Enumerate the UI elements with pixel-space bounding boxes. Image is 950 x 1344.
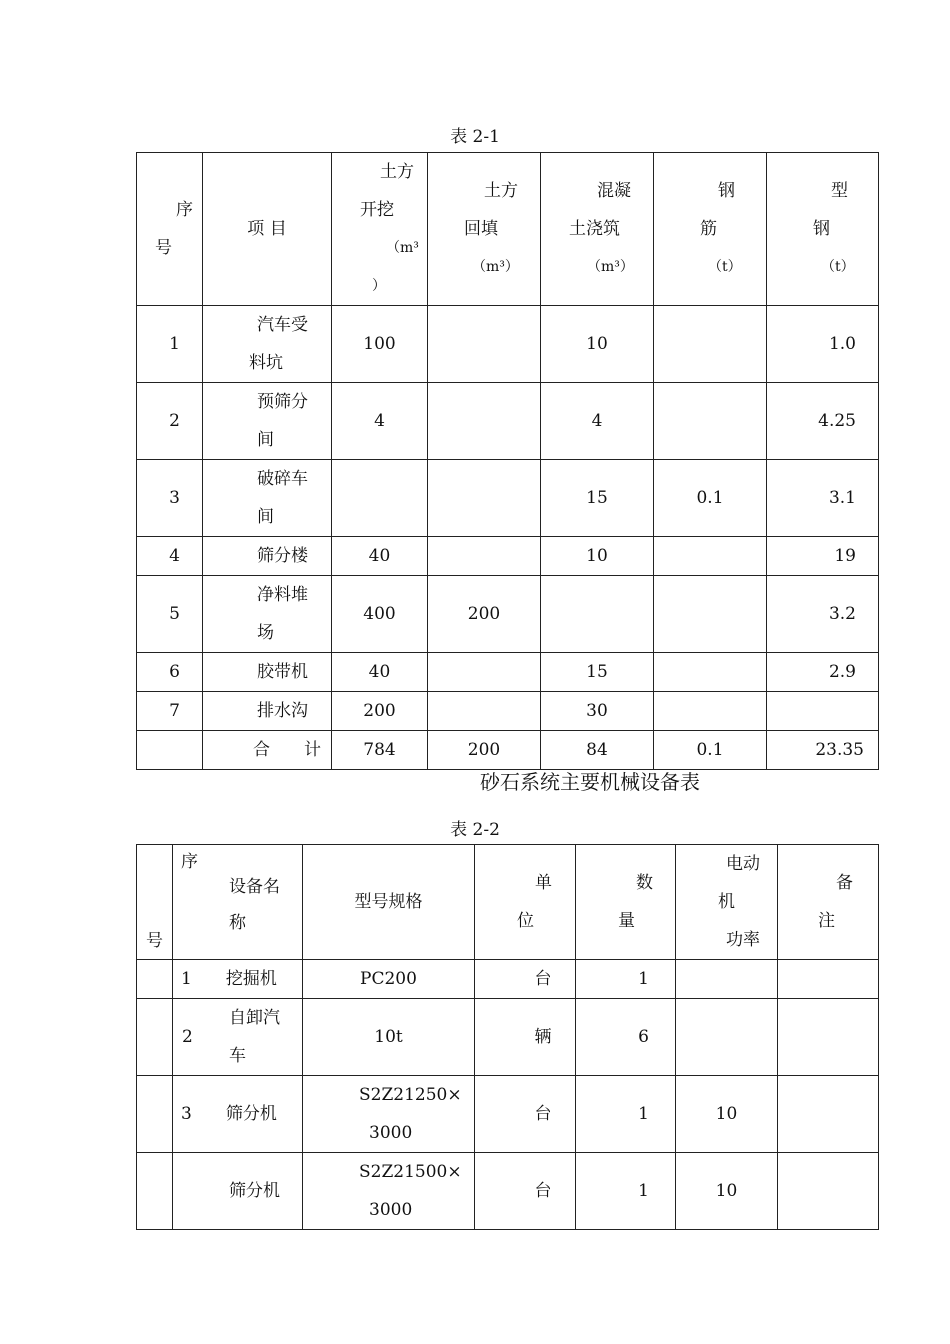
header-seq: 序 号 (137, 153, 203, 306)
row-power (676, 999, 778, 1076)
row-seq: 3 (137, 460, 203, 537)
header-unit: 单 位 (475, 845, 576, 960)
row-backfill (428, 383, 541, 460)
row-item: 排水沟 (203, 692, 332, 731)
row-seq: 4 (137, 537, 203, 576)
row-rebar (654, 692, 767, 731)
row-seq: 1 (181, 969, 192, 989)
row-steel: 2.9 (767, 653, 879, 692)
row-concrete: 10 (541, 306, 654, 383)
header-model: 型号规格 (303, 845, 475, 960)
row-seq: 6 (137, 653, 203, 692)
table2-caption: 表 2-2 (450, 820, 500, 840)
row-remark (778, 999, 879, 1076)
table2-header-row (137, 845, 879, 960)
row-excavation: 100 (332, 306, 428, 383)
row-concrete: 15 (541, 460, 654, 537)
row-blank (137, 999, 173, 1076)
row-rebar (654, 537, 767, 576)
row-seq: 7 (137, 692, 203, 731)
table-row (137, 999, 879, 1076)
row-rebar (654, 653, 767, 692)
row-backfill (428, 537, 541, 576)
row-qty: 1 (576, 960, 676, 999)
row-remark (778, 960, 879, 999)
section-title: 砂石系统主要机械设备表 (480, 770, 700, 794)
row-item: 破碎车 间 (203, 460, 332, 537)
row-excavation: 400 (332, 576, 428, 653)
row-blank (137, 1076, 173, 1153)
row-qty: 1 (576, 1153, 676, 1230)
row-seq: 5 (137, 576, 203, 653)
row-power: 10 (676, 1153, 778, 1230)
row-concrete: 30 (541, 692, 654, 731)
header-qty: 数 量 (576, 845, 676, 960)
row-model: PC200 (303, 960, 475, 999)
table-row (137, 1153, 879, 1230)
table1-caption: 表 2-1 (450, 127, 500, 147)
table-row (137, 653, 879, 692)
row-blank (137, 1153, 173, 1230)
row-item: 预筛分 间 (203, 383, 332, 460)
row-name-text: 筛分机 (225, 1104, 277, 1124)
row-concrete: 10 (541, 537, 654, 576)
header-concrete: 混凝 土浇筑 （m³） (541, 153, 654, 306)
row-backfill (428, 460, 541, 537)
header-backfill: 土方 回填 （m³） (428, 153, 541, 306)
row-power: 10 (676, 1076, 778, 1153)
row-name (173, 960, 303, 999)
row-seq: 3 (181, 1104, 192, 1124)
row-rebar (654, 306, 767, 383)
table-row (137, 537, 879, 576)
total-seq (137, 731, 203, 770)
row-qty: 6 (576, 999, 676, 1076)
table-row (137, 383, 879, 460)
header-excavation: 土方 开挖 （m³ ） (332, 153, 428, 306)
row-blank (137, 960, 173, 999)
total-label: 合 计 (203, 731, 332, 770)
row-backfill: 200 (428, 576, 541, 653)
row-excavation: 4 (332, 383, 428, 460)
row-name: 2 自卸汽 车 (173, 999, 303, 1076)
row-seq: 1 (137, 306, 203, 383)
row-unit: 台 (475, 1153, 576, 1230)
row-steel: 1.0 (767, 306, 879, 383)
row-seq: 2 (137, 383, 203, 460)
header-item: 项 目 (203, 153, 332, 306)
table-row (137, 960, 879, 999)
row-item: 汽车受 料坑 (203, 306, 332, 383)
total-row (137, 731, 879, 770)
row-name (173, 1076, 303, 1153)
table-row (137, 460, 879, 537)
table-row (137, 1076, 879, 1153)
row-unit: 辆 (475, 999, 576, 1076)
row-steel: 3.1 (767, 460, 879, 537)
table-row (137, 306, 879, 383)
row-unit: 台 (475, 1076, 576, 1153)
header-steel: 型 钢 （t） (767, 153, 879, 306)
total-excavation: 784 (332, 731, 428, 770)
equipment-table (136, 844, 879, 1230)
row-excavation: 200 (332, 692, 428, 731)
row-item: 净料堆 场 (203, 576, 332, 653)
row-unit: 台 (475, 960, 576, 999)
row-item: 筛分楼 (203, 537, 332, 576)
row-item: 胶带机 (203, 653, 332, 692)
row-name (173, 1153, 303, 1230)
row-model: 10t (303, 999, 475, 1076)
total-rebar: 0.1 (654, 731, 767, 770)
table-row (137, 692, 879, 731)
row-rebar: 0.1 (654, 460, 767, 537)
row-steel: 3.2 (767, 576, 879, 653)
row-excavation (332, 460, 428, 537)
row-power (676, 960, 778, 999)
row-name-text: 挖掘机 (225, 969, 277, 989)
row-model: S2Z21250× 3000 (303, 1076, 475, 1153)
table1-header-row (137, 153, 879, 306)
header-remark: 备 注 (778, 845, 879, 960)
header-seq-b: 号 (137, 845, 173, 960)
row-steel (767, 692, 879, 731)
row-excavation: 40 (332, 653, 428, 692)
row-remark (778, 1076, 879, 1153)
row-model: S2Z21500× 3000 (303, 1153, 475, 1230)
row-backfill (428, 692, 541, 731)
quantities-table (136, 152, 879, 770)
total-concrete: 84 (541, 731, 654, 770)
total-steel: 23.35 (767, 731, 879, 770)
row-steel: 19 (767, 537, 879, 576)
row-seq: 2 (182, 1027, 193, 1047)
header-name: 序 设备名 称 (173, 845, 303, 960)
row-backfill (428, 653, 541, 692)
row-concrete: 15 (541, 653, 654, 692)
header-power: 电动 机 功率 (676, 845, 778, 960)
row-excavation: 40 (332, 537, 428, 576)
row-rebar (654, 576, 767, 653)
row-concrete: 4 (541, 383, 654, 460)
row-concrete (541, 576, 654, 653)
row-steel: 4.25 (767, 383, 879, 460)
row-name-text: 筛分机 (229, 1181, 280, 1201)
row-rebar (654, 383, 767, 460)
table-row (137, 576, 879, 653)
header-rebar: 钢 筋 （t） (654, 153, 767, 306)
total-backfill: 200 (428, 731, 541, 770)
row-qty: 1 (576, 1076, 676, 1153)
row-backfill (428, 306, 541, 383)
row-remark (778, 1153, 879, 1230)
